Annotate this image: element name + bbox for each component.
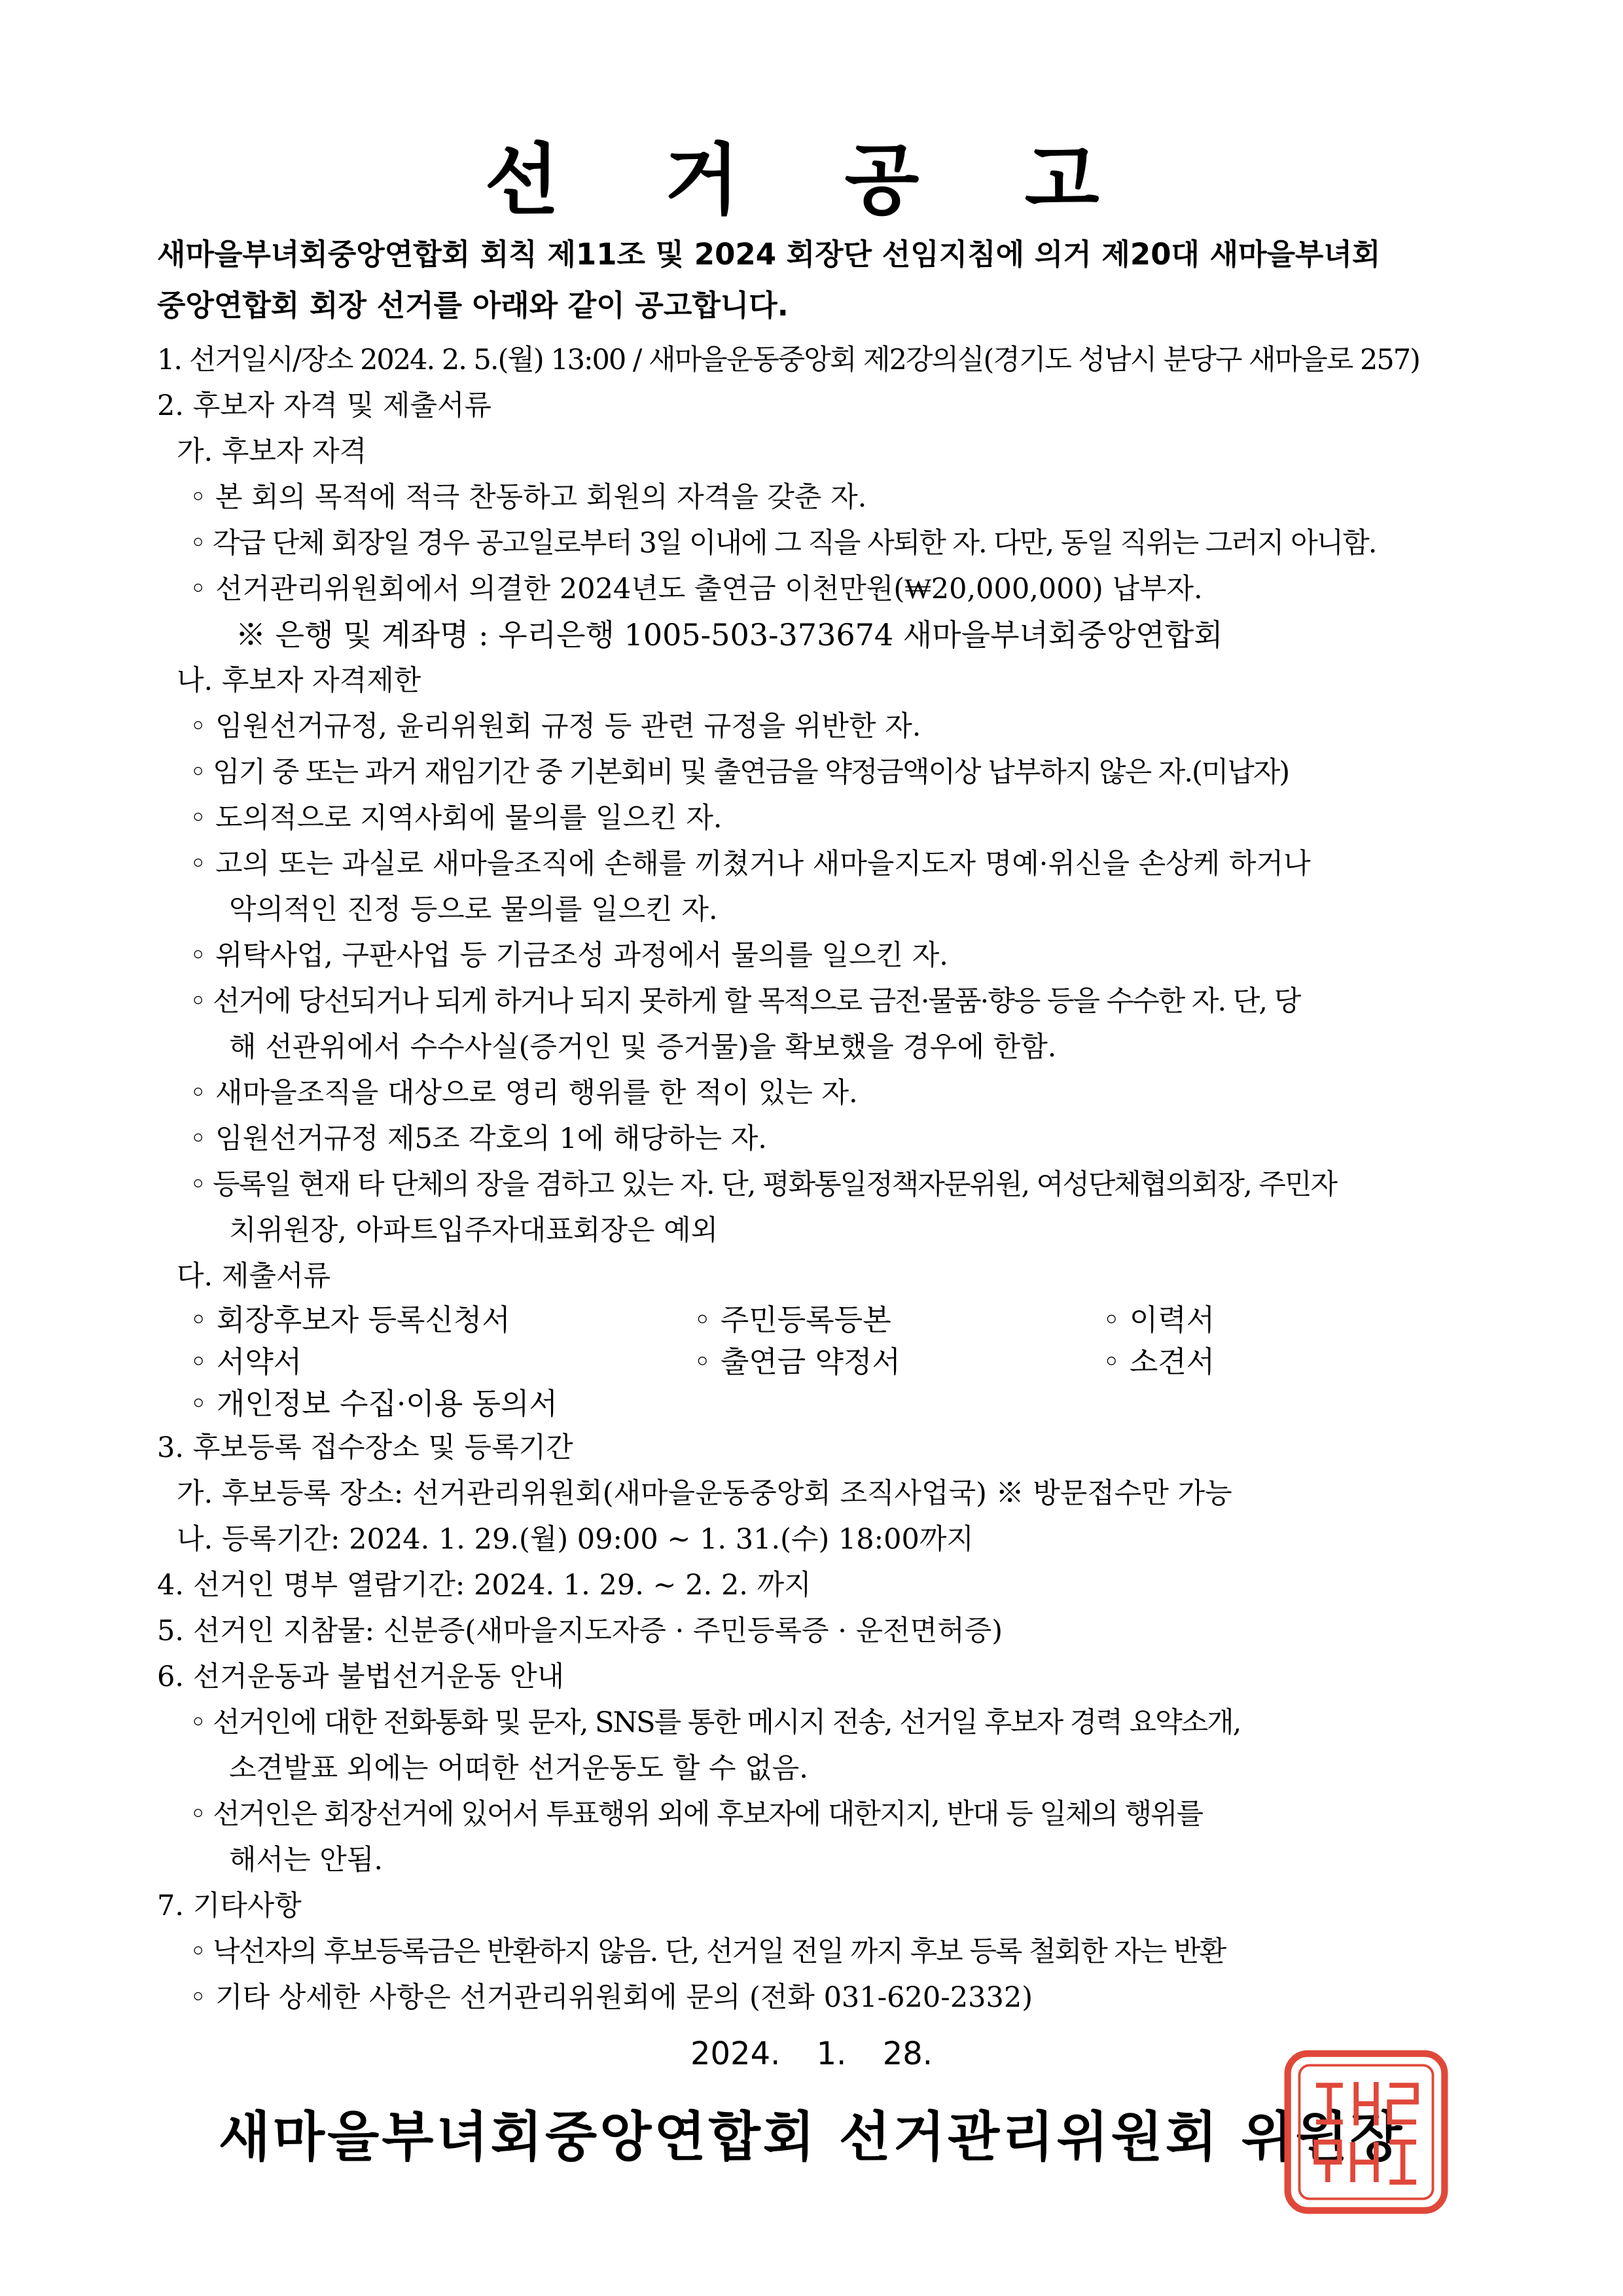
notice-line: 나. 등록기간: 2024. 1. 29.(월) 09:00 ~ 1. 31.(수) 18:00까지 xyxy=(177,1523,974,1556)
notice-line: ◦ 새마을조직을 대상으로 영리 행위를 한 적이 있는 자. xyxy=(190,1077,858,1109)
notice-line: ◦ 고의 또는 과실로 새마을조직에 손해를 끼쳤거나 새마을지도자 명예·위신을 손상케 하거나 xyxy=(190,848,1311,880)
notice-line: ◦ 임원선거규정, 윤리위원회 규정 등 관련 규정을 위반한 자. xyxy=(190,710,921,743)
intro-line-1: 새마을부녀회중앙연합회 회칙 제11조 및 2024 회장단 선임지침에 의거 제20대 새마을부녀회 xyxy=(157,237,1381,272)
document-item: ◦ 이력서 xyxy=(1103,1302,1215,1337)
notice-line: 치위원장, 아파트입주자대표회장은 예외 xyxy=(229,1214,719,1247)
notice-line: ◦ 위탁사업, 구판사업 등 기금조성 과정에서 물의를 일으킨 자. xyxy=(190,939,948,972)
documents-list xyxy=(157,1299,1479,1425)
document-item: ◦ 주민등록등본 xyxy=(694,1302,891,1337)
notice-line: 6. 선거운동과 불법선거운동 안내 xyxy=(157,1660,565,1693)
notice-line: ◦ 각급 단체 회장일 경우 공고일로부터 3일 이내에 그 직을 사퇴한 자. 다만, 동일 직위는 그러지 아니함. xyxy=(190,527,1376,560)
notice-line: 3. 후보등록 접수장소 및 등록기간 xyxy=(157,1431,573,1464)
documents-row xyxy=(157,1383,1479,1425)
notice-line: 가. 후보자 자격 xyxy=(177,435,367,468)
notice-line: 7. 기타사항 xyxy=(157,1890,302,1922)
intro-paragraph xyxy=(157,229,1479,331)
notice-line: 악의적인 진정 등으로 물의를 일으킨 자. xyxy=(229,893,718,926)
notice-line: 4. 선거인 명부 열람기간: 2024. 1. 29. ∼ 2. 2. 까지 xyxy=(157,1569,812,1602)
notice-line: ◦ 기타 상세한 사항은 선거관리위원회에 문의 (전화 031-620-2332) xyxy=(190,1981,1033,2014)
documents-row xyxy=(157,1341,1479,1383)
notice-line: ◦ 임기 중 또는 과거 재임기간 중 기본회비 및 출연금을 약정금액이상 납부하지 않은 자.(미납자) xyxy=(190,756,1289,789)
notice-line: 소견발표 외에는 어떠한 선거운동도 할 수 없음. xyxy=(229,1752,808,1785)
notice-line: ※ 은행 및 계좌명 : 우리은행 1005-503-373674 새마을부녀회중앙연합회 xyxy=(236,617,1223,653)
document-item xyxy=(694,1383,1103,1425)
notice-line: ◦ 선거관리위원회에서 의결한 2024년도 출연금 이천만원(₩20,000,000) 납부자. xyxy=(190,573,1203,605)
notice-line: ◦ 본 회의 목적에 적극 찬동하고 회원의 자격을 갖춘 자. xyxy=(190,481,867,514)
official-seal-icon xyxy=(1283,2049,1450,2215)
notice-line: ◦ 임원선거규정 제5조 각호의 1에 해당하는 자. xyxy=(190,1122,767,1155)
document-item: ◦ 회장후보자 등록신청서 xyxy=(190,1302,510,1337)
notice-body xyxy=(157,337,1479,2020)
notice-line: 2. 후보자 자격 및 제출서류 xyxy=(157,389,492,422)
notice-line: ◦ 도의적으로 지역사회에 물의를 일으킨 자. xyxy=(190,802,722,834)
notice-line: 가. 후보등록 장소: 선거관리위원회(새마을운동중앙회 조직사업국) ※ 방문접수만 가능 xyxy=(177,1477,1232,1510)
notice-line: ◦ 선거인은 회장선거에 있어서 투표행위 외에 후보자에 대한지지, 반대 등 일체의 행위를 xyxy=(190,1798,1203,1831)
notice-line: 해 선관위에서 수수사실(증거인 및 증거물)을 확보했을 경우에 한함. xyxy=(229,1031,1057,1064)
notice-line: 나. 후보자 자격제한 xyxy=(177,664,421,697)
documents-row xyxy=(157,1299,1479,1341)
issuer-signature: 새마을부녀회중앙연합회 선거관리위원회 위원장 xyxy=(218,2106,1405,2168)
notice-date: 2024. 1. 28. xyxy=(690,2036,933,2072)
notice-line: ◦ 낙선자의 후보등록금은 반환하지 않음. 단, 선거일 전일 까지 후보 등록 철회한 자는 반환 xyxy=(190,1935,1226,1968)
document-item: ◦ 서약서 xyxy=(190,1344,302,1379)
notice-line: 다. 제출서류 xyxy=(177,1260,331,1293)
notice-line: ◦ 선거인에 대한 전화통화 및 문자, SNS를 통한 메시지 전송, 선거일 후보자 경력 요약소개, xyxy=(190,1706,1241,1739)
intro-line-2: 중앙연합회 회장 선거를 아래와 같이 공고합니다. xyxy=(157,288,789,323)
document-item: ◦ 출연금 약정서 xyxy=(694,1344,901,1379)
document-title: 선 거 공 고 xyxy=(484,135,1139,225)
notice-line: 5. 선거인 지참물: 신분증(새마을지도자증 · 주민등록증 · 운전면허증) xyxy=(157,1615,1003,1647)
document-item: ◦ 개인정보 수집·이용 동의서 xyxy=(190,1386,558,1421)
document-item: ◦ 소견서 xyxy=(1103,1344,1215,1379)
notice-line: ◦ 등록일 현재 타 단체의 장을 겸하고 있는 자. 단, 평화통일정책자문위원, 여성단체협의회장, 주민자 xyxy=(190,1168,1337,1201)
notice-line: 해서는 안됨. xyxy=(229,1844,383,1876)
notice-line: ◦ 선거에 당선되거나 되게 하거나 되지 못하게 할 목적으로 금전·물품·향응 등을 수수한 자. 단, 당 xyxy=(190,985,1300,1018)
notice-line: 1. 선거일시/장소 2024. 2. 5.(월) 13:00 / 새마을운동중앙회 제2강의실(경기도 성남시 분당구 새마을로 257) xyxy=(157,344,1419,376)
